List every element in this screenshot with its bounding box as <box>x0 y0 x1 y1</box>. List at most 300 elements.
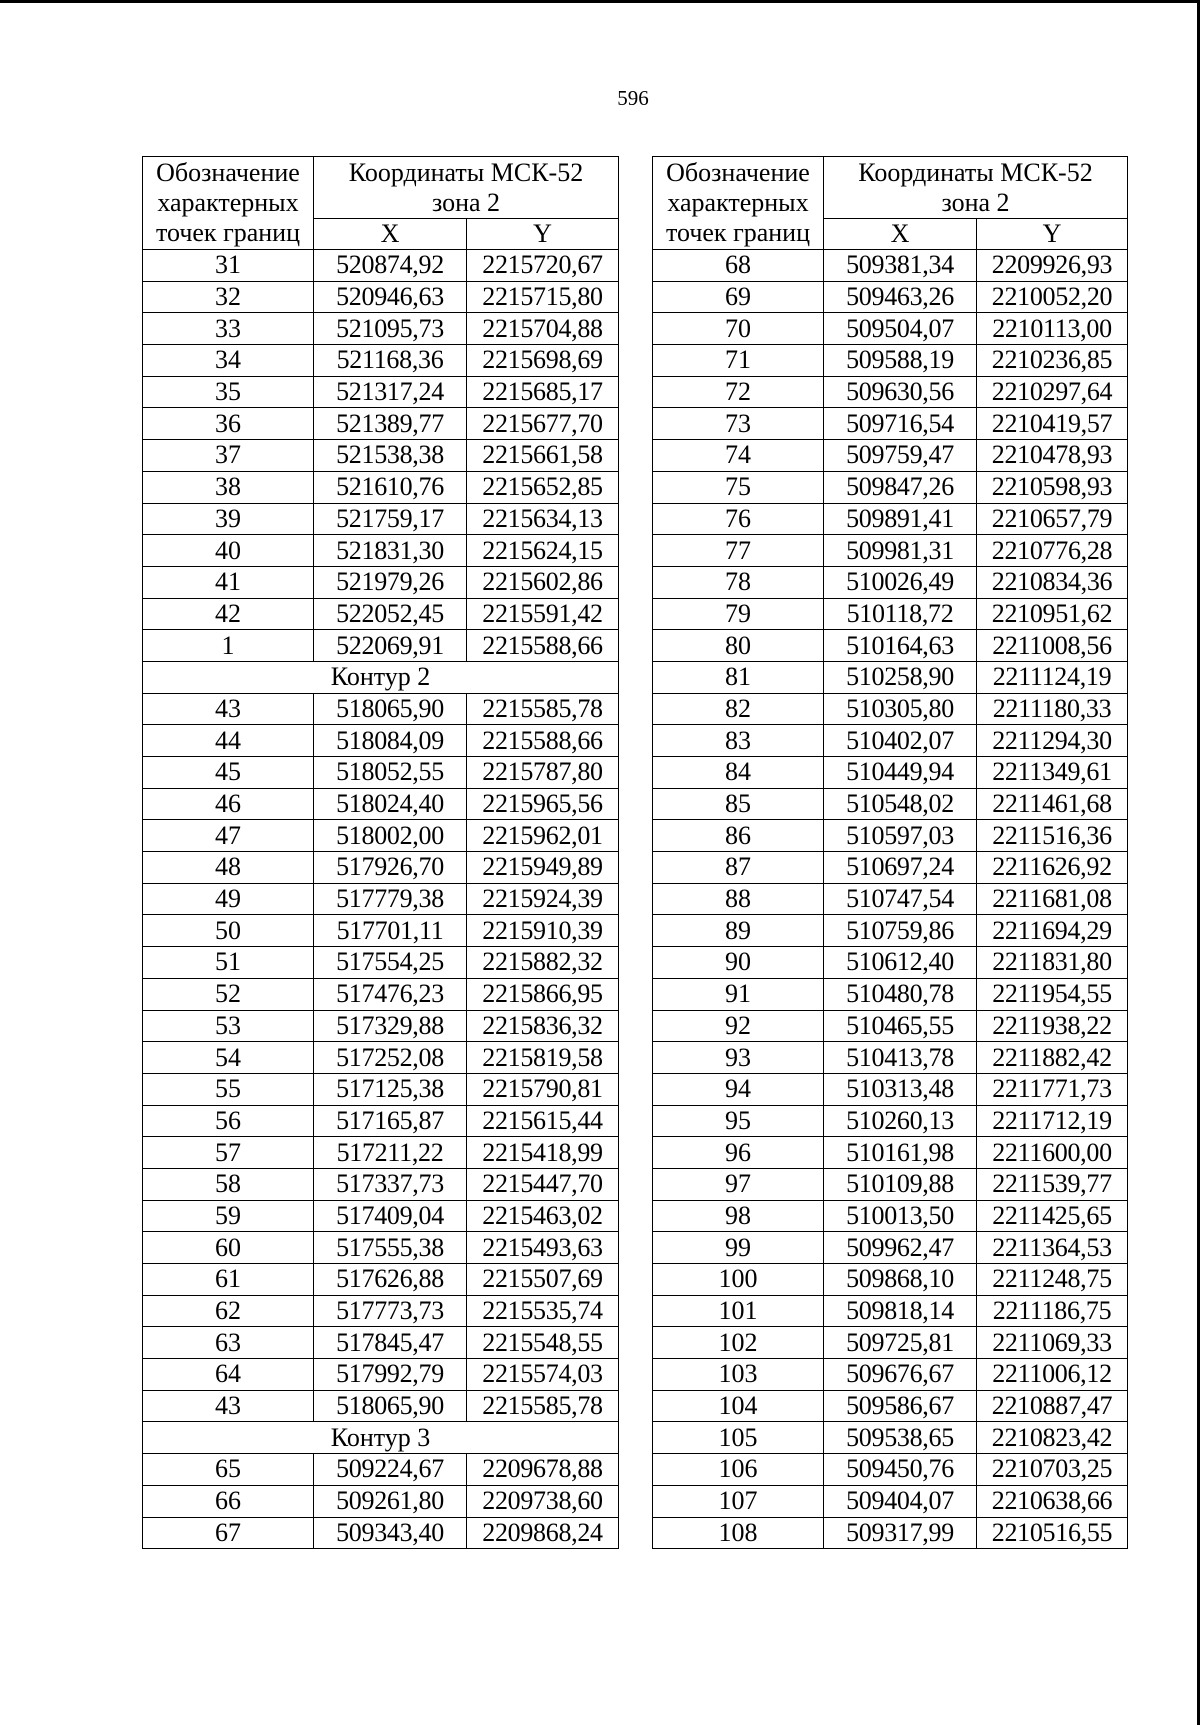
x-coordinate-cell: 509891,41 <box>824 503 977 535</box>
x-coordinate-cell: 509981,31 <box>824 535 977 567</box>
y-coordinate-cell: 2210823,42 <box>977 1422 1128 1454</box>
header-coord-line: Координаты МСК-52 <box>858 157 1093 187</box>
header-coordinates <box>824 157 1128 219</box>
x-coordinate-cell: 510548,02 <box>824 788 977 820</box>
y-coordinate-cell: 2211771,73 <box>977 1073 1128 1105</box>
point-number-cell: 106 <box>653 1454 824 1486</box>
contour-label: Контур 3 <box>143 1422 619 1454</box>
table-row <box>143 978 619 1010</box>
x-coordinate-cell: 509224,67 <box>314 1454 467 1486</box>
x-coordinate-cell: 510465,55 <box>824 1010 977 1042</box>
table-row <box>143 788 619 820</box>
table-row <box>653 1200 1128 1232</box>
x-coordinate-cell: 510013,50 <box>824 1200 977 1232</box>
point-number-cell: 74 <box>653 440 824 472</box>
y-coordinate-cell: 2215949,89 <box>467 852 619 884</box>
x-coordinate-cell: 509630,56 <box>824 376 977 408</box>
header-coord-line: Координаты МСК-52 <box>348 157 584 187</box>
point-number-cell: 43 <box>143 1390 314 1422</box>
header-point-line: Обозначение <box>156 158 300 187</box>
x-coordinate-cell: 510313,48 <box>824 1073 977 1105</box>
table-body-left <box>143 250 619 1549</box>
x-coordinate-cell: 517992,79 <box>314 1359 467 1391</box>
y-coordinate-cell: 2210887,47 <box>977 1390 1128 1422</box>
x-coordinate-cell: 510161,98 <box>824 1137 977 1169</box>
point-number-cell: 49 <box>143 883 314 915</box>
table-row <box>653 1517 1128 1549</box>
table-row <box>143 883 619 915</box>
y-coordinate-cell: 2211069,33 <box>977 1327 1128 1359</box>
table-row <box>653 313 1128 345</box>
header-point-line: точек границ <box>155 218 301 247</box>
table-row <box>143 725 619 757</box>
point-number-cell: 103 <box>653 1359 824 1391</box>
y-coordinate-cell: 2211364,53 <box>977 1232 1128 1264</box>
table-row <box>653 1073 1128 1105</box>
x-coordinate-cell: 510258,90 <box>824 661 977 693</box>
x-coordinate-cell: 509716,54 <box>824 408 977 440</box>
contour-section-row <box>143 1422 619 1454</box>
point-number-cell: 81 <box>653 661 824 693</box>
table-row <box>143 535 619 567</box>
x-coordinate-cell: 509725,81 <box>824 1327 977 1359</box>
table-row <box>143 1264 619 1296</box>
point-number-cell: 32 <box>143 281 314 313</box>
table-row <box>653 947 1128 979</box>
table-row <box>653 630 1128 662</box>
x-coordinate-cell: 509463,26 <box>824 281 977 313</box>
y-coordinate-cell: 2215602,86 <box>467 566 619 598</box>
table-body-right <box>653 250 1128 1549</box>
x-coordinate-cell: 520874,92 <box>314 250 467 282</box>
y-coordinate-cell: 2211600,00 <box>977 1137 1128 1169</box>
x-coordinate-cell: 510413,78 <box>824 1042 977 1074</box>
table-row <box>143 598 619 630</box>
x-coordinate-cell: 510402,07 <box>824 725 977 757</box>
table-row <box>653 281 1128 313</box>
y-coordinate-cell: 2215634,13 <box>467 503 619 535</box>
point-number-cell: 65 <box>143 1454 314 1486</box>
table-row <box>653 598 1128 630</box>
point-number-cell: 47 <box>143 820 314 852</box>
y-coordinate-cell: 2211180,33 <box>977 693 1128 725</box>
table-row <box>653 376 1128 408</box>
x-coordinate-cell: 521538,38 <box>314 440 467 472</box>
y-coordinate-cell: 2209738,60 <box>467 1485 619 1517</box>
x-coordinate-cell: 522069,91 <box>314 630 467 662</box>
x-coordinate-cell: 521610,76 <box>314 471 467 503</box>
table-row <box>653 852 1128 884</box>
x-coordinate-cell: 509261,80 <box>314 1485 467 1517</box>
x-coordinate-cell: 510597,03 <box>824 820 977 852</box>
x-coordinate-cell: 510109,88 <box>824 1168 977 1200</box>
y-coordinate-cell: 2210776,28 <box>977 535 1128 567</box>
x-coordinate-cell: 522052,45 <box>314 598 467 630</box>
table-row <box>143 852 619 884</box>
point-number-cell: 55 <box>143 1073 314 1105</box>
x-coordinate-cell: 517555,38 <box>314 1232 467 1264</box>
y-coordinate-cell: 2211248,75 <box>977 1264 1128 1296</box>
y-coordinate-cell: 2215924,39 <box>467 883 619 915</box>
x-coordinate-cell: 509847,26 <box>824 471 977 503</box>
table-row <box>653 345 1128 377</box>
header-point-line: Обозначение <box>666 158 810 187</box>
y-coordinate-cell: 2215790,81 <box>467 1073 619 1105</box>
x-coordinate-cell: 517476,23 <box>314 978 467 1010</box>
table-row <box>653 250 1128 282</box>
y-coordinate-cell: 2215493,63 <box>467 1232 619 1264</box>
contour-label: Контур 2 <box>143 661 619 693</box>
coordinates-table-right <box>652 156 1128 1549</box>
x-coordinate-cell: 518002,00 <box>314 820 467 852</box>
y-coordinate-cell: 2215535,74 <box>467 1295 619 1327</box>
table-row <box>653 535 1128 567</box>
y-coordinate-cell: 2215836,32 <box>467 1010 619 1042</box>
table-row <box>653 661 1128 693</box>
x-coordinate-cell: 510026,49 <box>824 566 977 598</box>
y-coordinate-cell: 2211681,08 <box>977 883 1128 915</box>
table-row <box>653 788 1128 820</box>
x-coordinate-cell: 517626,88 <box>314 1264 467 1296</box>
table-row <box>143 471 619 503</box>
table-row <box>143 313 619 345</box>
table-row <box>143 1454 619 1486</box>
point-number-cell: 75 <box>653 471 824 503</box>
point-number-cell: 91 <box>653 978 824 1010</box>
y-coordinate-cell: 2211831,80 <box>977 947 1128 979</box>
x-coordinate-cell: 510697,24 <box>824 852 977 884</box>
point-number-cell: 46 <box>143 788 314 820</box>
table-row <box>143 408 619 440</box>
table-row <box>143 250 619 282</box>
y-coordinate-cell: 2210598,93 <box>977 471 1128 503</box>
point-number-cell: 40 <box>143 535 314 567</box>
point-number-cell: 107 <box>653 1485 824 1517</box>
table-row <box>143 757 619 789</box>
y-coordinate-cell: 2209678,88 <box>467 1454 619 1486</box>
x-coordinate-cell: 520946,63 <box>314 281 467 313</box>
point-number-cell: 50 <box>143 915 314 947</box>
table-row <box>143 1359 619 1391</box>
x-coordinate-cell: 521831,30 <box>314 535 467 567</box>
x-coordinate-cell: 518084,09 <box>314 725 467 757</box>
x-coordinate-cell: 517211,22 <box>314 1137 467 1169</box>
table-row <box>653 883 1128 915</box>
header-coord-line: зона 2 <box>941 187 1010 217</box>
point-number-cell: 104 <box>653 1390 824 1422</box>
y-coordinate-cell: 2211539,77 <box>977 1168 1128 1200</box>
y-coordinate-cell: 2215677,70 <box>467 408 619 440</box>
header-x: X <box>824 219 977 250</box>
point-number-cell: 77 <box>653 535 824 567</box>
table-row <box>653 440 1128 472</box>
x-coordinate-cell: 521317,24 <box>314 376 467 408</box>
table-row <box>653 1137 1128 1169</box>
table-row <box>143 440 619 472</box>
point-number-cell: 43 <box>143 693 314 725</box>
header-point-line: характерных <box>667 188 809 217</box>
point-number-cell: 66 <box>143 1485 314 1517</box>
point-number-cell: 99 <box>653 1232 824 1264</box>
point-number-cell: 79 <box>653 598 824 630</box>
point-number-cell: 90 <box>653 947 824 979</box>
point-number-cell: 89 <box>653 915 824 947</box>
y-coordinate-cell: 2209926,93 <box>977 250 1128 282</box>
point-number-cell: 36 <box>143 408 314 440</box>
point-number-cell: 71 <box>653 345 824 377</box>
x-coordinate-cell: 517165,87 <box>314 1105 467 1137</box>
table-row <box>143 1137 619 1169</box>
table-row <box>653 471 1128 503</box>
x-coordinate-cell: 517554,25 <box>314 947 467 979</box>
y-coordinate-cell: 2215624,15 <box>467 535 619 567</box>
y-coordinate-cell: 2215715,80 <box>467 281 619 313</box>
x-coordinate-cell: 521389,77 <box>314 408 467 440</box>
table-row <box>653 1232 1128 1264</box>
table-row <box>653 978 1128 1010</box>
header-coord-line: зона 2 <box>431 187 501 217</box>
point-number-cell: 105 <box>653 1422 824 1454</box>
table-row <box>143 1295 619 1327</box>
x-coordinate-cell: 510260,13 <box>824 1105 977 1137</box>
table-row <box>143 345 619 377</box>
y-coordinate-cell: 2215652,85 <box>467 471 619 503</box>
y-coordinate-cell: 2210052,20 <box>977 281 1128 313</box>
x-coordinate-cell: 510759,86 <box>824 915 977 947</box>
y-coordinate-cell: 2215585,78 <box>467 1390 619 1422</box>
table-row <box>653 1454 1128 1486</box>
table-row <box>143 1517 619 1549</box>
point-number-cell: 72 <box>653 376 824 408</box>
y-coordinate-cell: 2215574,03 <box>467 1359 619 1391</box>
y-coordinate-cell: 2211461,68 <box>977 788 1128 820</box>
point-number-cell: 97 <box>653 1168 824 1200</box>
y-coordinate-cell: 2211008,56 <box>977 630 1128 662</box>
header-point-designation <box>143 157 314 250</box>
table-row <box>143 820 619 852</box>
table-row <box>653 693 1128 725</box>
y-coordinate-cell: 2215962,01 <box>467 820 619 852</box>
table-row <box>653 1485 1128 1517</box>
x-coordinate-cell: 517337,73 <box>314 1168 467 1200</box>
point-number-cell: 92 <box>653 1010 824 1042</box>
point-number-cell: 37 <box>143 440 314 472</box>
point-number-cell: 64 <box>143 1359 314 1391</box>
y-coordinate-cell: 2215418,99 <box>467 1137 619 1169</box>
x-coordinate-cell: 518052,55 <box>314 757 467 789</box>
table-row <box>653 408 1128 440</box>
point-number-cell: 102 <box>653 1327 824 1359</box>
x-coordinate-cell: 509317,99 <box>824 1517 977 1549</box>
y-coordinate-cell: 2211124,19 <box>977 661 1128 693</box>
table-row <box>143 1327 619 1359</box>
y-coordinate-cell: 2215698,69 <box>467 345 619 377</box>
table-row <box>143 1168 619 1200</box>
y-coordinate-cell: 2215704,88 <box>467 313 619 345</box>
y-coordinate-cell: 2210113,00 <box>977 313 1128 345</box>
table-row <box>653 566 1128 598</box>
point-number-cell: 84 <box>653 757 824 789</box>
point-number-cell: 82 <box>653 693 824 725</box>
point-number-cell: 42 <box>143 598 314 630</box>
x-coordinate-cell: 518065,90 <box>314 1390 467 1422</box>
point-number-cell: 33 <box>143 313 314 345</box>
point-number-cell: 93 <box>653 1042 824 1074</box>
x-coordinate-cell: 521979,26 <box>314 566 467 598</box>
x-coordinate-cell: 510164,63 <box>824 630 977 662</box>
point-number-cell: 80 <box>653 630 824 662</box>
coordinates-table-left <box>142 156 619 1549</box>
point-number-cell: 98 <box>653 1200 824 1232</box>
x-coordinate-cell: 518024,40 <box>314 788 467 820</box>
y-coordinate-cell: 2210419,57 <box>977 408 1128 440</box>
x-coordinate-cell: 510118,72 <box>824 598 977 630</box>
x-coordinate-cell: 509586,67 <box>824 1390 977 1422</box>
x-coordinate-cell: 509868,10 <box>824 1264 977 1296</box>
header-point-line: характерных <box>157 188 299 217</box>
y-coordinate-cell: 2215615,44 <box>467 1105 619 1137</box>
x-coordinate-cell: 509450,76 <box>824 1454 977 1486</box>
x-coordinate-cell: 510305,80 <box>824 693 977 725</box>
table-row <box>143 1073 619 1105</box>
y-coordinate-cell: 2210638,66 <box>977 1485 1128 1517</box>
table-row <box>143 281 619 313</box>
x-coordinate-cell: 510449,94 <box>824 757 977 789</box>
point-number-cell: 83 <box>653 725 824 757</box>
header-point-designation <box>653 157 824 250</box>
x-coordinate-cell: 509588,19 <box>824 345 977 377</box>
header-x: X <box>314 219 467 250</box>
y-coordinate-cell: 2211425,65 <box>977 1200 1128 1232</box>
x-coordinate-cell: 510612,40 <box>824 947 977 979</box>
y-coordinate-cell: 2211186,75 <box>977 1295 1128 1327</box>
x-coordinate-cell: 509962,47 <box>824 1232 977 1264</box>
table-row <box>653 1359 1128 1391</box>
point-number-cell: 45 <box>143 757 314 789</box>
x-coordinate-cell: 509343,40 <box>314 1517 467 1549</box>
x-coordinate-cell: 517252,08 <box>314 1042 467 1074</box>
point-number-cell: 38 <box>143 471 314 503</box>
y-coordinate-cell: 2210236,85 <box>977 345 1128 377</box>
x-coordinate-cell: 517329,88 <box>314 1010 467 1042</box>
y-coordinate-cell: 2215548,55 <box>467 1327 619 1359</box>
point-number-cell: 56 <box>143 1105 314 1137</box>
table-row <box>143 376 619 408</box>
header-y: Y <box>467 219 619 250</box>
y-coordinate-cell: 2211294,30 <box>977 725 1128 757</box>
table-row <box>653 915 1128 947</box>
contour-section-row <box>143 661 619 693</box>
point-number-cell: 34 <box>143 345 314 377</box>
x-coordinate-cell: 517409,04 <box>314 1200 467 1232</box>
x-coordinate-cell: 509404,07 <box>824 1485 977 1517</box>
y-coordinate-cell: 2211954,55 <box>977 978 1128 1010</box>
y-coordinate-cell: 2210703,25 <box>977 1454 1128 1486</box>
x-coordinate-cell: 510480,78 <box>824 978 977 1010</box>
header-point-line: точек границ <box>665 218 811 247</box>
header-coordinates <box>314 157 619 219</box>
table-row <box>653 820 1128 852</box>
table-row <box>653 757 1128 789</box>
point-number-cell: 85 <box>653 788 824 820</box>
table-row <box>143 1232 619 1264</box>
x-coordinate-cell: 517779,38 <box>314 883 467 915</box>
y-coordinate-cell: 2215661,58 <box>467 440 619 472</box>
point-number-cell: 100 <box>653 1264 824 1296</box>
point-number-cell: 51 <box>143 947 314 979</box>
table-row <box>143 1485 619 1517</box>
y-coordinate-cell: 2210297,64 <box>977 376 1128 408</box>
y-coordinate-cell: 2210951,62 <box>977 598 1128 630</box>
y-coordinate-cell: 2215463,02 <box>467 1200 619 1232</box>
y-coordinate-cell: 2210478,93 <box>977 440 1128 472</box>
x-coordinate-cell: 509676,67 <box>824 1359 977 1391</box>
point-number-cell: 94 <box>653 1073 824 1105</box>
y-coordinate-cell: 2215910,39 <box>467 915 619 947</box>
y-coordinate-cell: 2209868,24 <box>467 1517 619 1549</box>
y-coordinate-cell: 2215866,95 <box>467 978 619 1010</box>
x-coordinate-cell: 521168,36 <box>314 345 467 377</box>
point-number-cell: 61 <box>143 1264 314 1296</box>
point-number-cell: 1 <box>143 630 314 662</box>
point-number-cell: 58 <box>143 1168 314 1200</box>
x-coordinate-cell: 517125,38 <box>314 1073 467 1105</box>
point-number-cell: 96 <box>653 1137 824 1169</box>
y-coordinate-cell: 2215447,70 <box>467 1168 619 1200</box>
y-coordinate-cell: 2210516,55 <box>977 1517 1128 1549</box>
point-number-cell: 69 <box>653 281 824 313</box>
x-coordinate-cell: 509538,65 <box>824 1422 977 1454</box>
table-row <box>653 1264 1128 1296</box>
table-row <box>143 1010 619 1042</box>
x-coordinate-cell: 510747,54 <box>824 883 977 915</box>
x-coordinate-cell: 509381,34 <box>824 250 977 282</box>
point-number-cell: 70 <box>653 313 824 345</box>
point-number-cell: 95 <box>653 1105 824 1137</box>
table-row <box>143 1390 619 1422</box>
point-number-cell: 86 <box>653 820 824 852</box>
x-coordinate-cell: 517773,73 <box>314 1295 467 1327</box>
x-coordinate-cell: 521095,73 <box>314 313 467 345</box>
y-coordinate-cell: 2215819,58 <box>467 1042 619 1074</box>
table-row <box>143 1105 619 1137</box>
point-number-cell: 54 <box>143 1042 314 1074</box>
point-number-cell: 88 <box>653 883 824 915</box>
point-number-cell: 39 <box>143 503 314 535</box>
x-coordinate-cell: 509818,14 <box>824 1295 977 1327</box>
x-coordinate-cell: 517845,47 <box>314 1327 467 1359</box>
y-coordinate-cell: 2215585,78 <box>467 693 619 725</box>
table-row <box>653 1390 1128 1422</box>
point-number-cell: 35 <box>143 376 314 408</box>
table-row <box>143 630 619 662</box>
y-coordinate-cell: 2211882,42 <box>977 1042 1128 1074</box>
y-coordinate-cell: 2215685,17 <box>467 376 619 408</box>
point-number-cell: 52 <box>143 978 314 1010</box>
y-coordinate-cell: 2211006,12 <box>977 1359 1128 1391</box>
y-coordinate-cell: 2211938,22 <box>977 1010 1128 1042</box>
y-coordinate-cell: 2215787,80 <box>467 757 619 789</box>
point-number-cell: 87 <box>653 852 824 884</box>
point-number-cell: 76 <box>653 503 824 535</box>
point-number-cell: 68 <box>653 250 824 282</box>
page-number: 596 <box>617 86 649 110</box>
point-number-cell: 59 <box>143 1200 314 1232</box>
table-row <box>143 947 619 979</box>
y-coordinate-cell: 2211712,19 <box>977 1105 1128 1137</box>
header-y: Y <box>977 219 1128 250</box>
point-number-cell: 44 <box>143 725 314 757</box>
